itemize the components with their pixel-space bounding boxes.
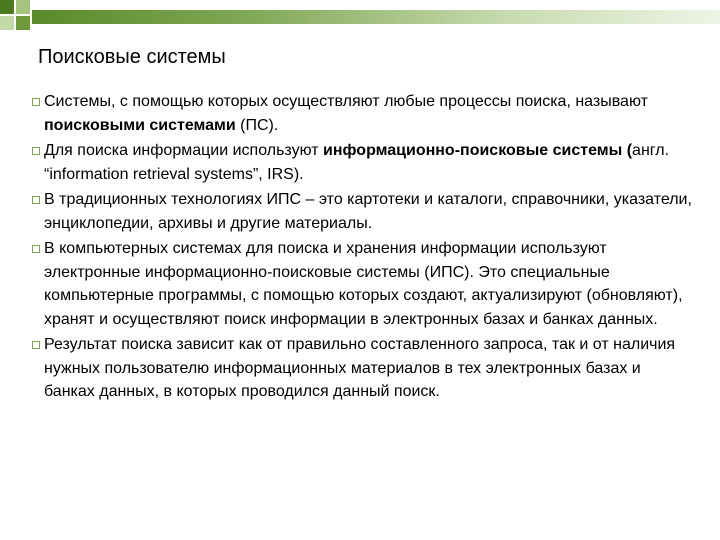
square-bullet-icon	[32, 196, 40, 204]
bold-term: поисковыми системами	[44, 116, 236, 134]
slide-title: Поисковые системы	[38, 46, 226, 68]
header-decoration	[0, 0, 720, 40]
paragraph-text: Системы, с помощью которых осуществляют любые процессы поиска, называют	[44, 93, 648, 110]
decor-square	[0, 0, 14, 14]
decor-square	[16, 16, 30, 30]
decor-square	[16, 0, 30, 14]
paragraph-4	[32, 237, 692, 331]
paragraph-text: В компьютерных системах для поиска и хранения информации используют электронные информационно-поисковые системы (ИПС). Это специальные компьютерные программы, с помощью которых создают, актуализируют (обновляют), хранят и осуществляют поиск информации в электронных базах и банках данных.	[44, 240, 683, 328]
paragraph-text: (ПС).	[235, 116, 279, 134]
paragraph-1	[32, 90, 692, 137]
square-bullet-icon	[32, 147, 40, 155]
paragraph-5	[32, 333, 692, 404]
decor-square	[0, 16, 14, 30]
paragraph-text: Результат поиска зависит как от правильно составленного запроса, так и от наличия нужных пользователю информационных материалов в тех электронных базах и банках данных, в которых проводился данный поиск.	[44, 336, 676, 400]
paragraph-2	[32, 139, 692, 186]
square-bullet-icon	[32, 245, 40, 253]
square-bullet-icon	[32, 98, 40, 106]
paragraph-3	[32, 188, 692, 235]
header-gradient-bar	[32, 10, 720, 24]
square-bullet-icon	[32, 341, 40, 349]
paragraph-text: англ. “information retrieval systems”, IRS).	[44, 142, 670, 183]
paragraph-text: В традиционных технологиях ИПС – это картотеки и каталоги, справочники, указатели, энциклопедии, архивы и другие материалы.	[44, 191, 692, 232]
bold-term: информационно-поисковые системы (	[323, 142, 633, 159]
slide-content	[32, 90, 692, 406]
paragraph-text: Для поиска информации используют	[44, 142, 323, 159]
